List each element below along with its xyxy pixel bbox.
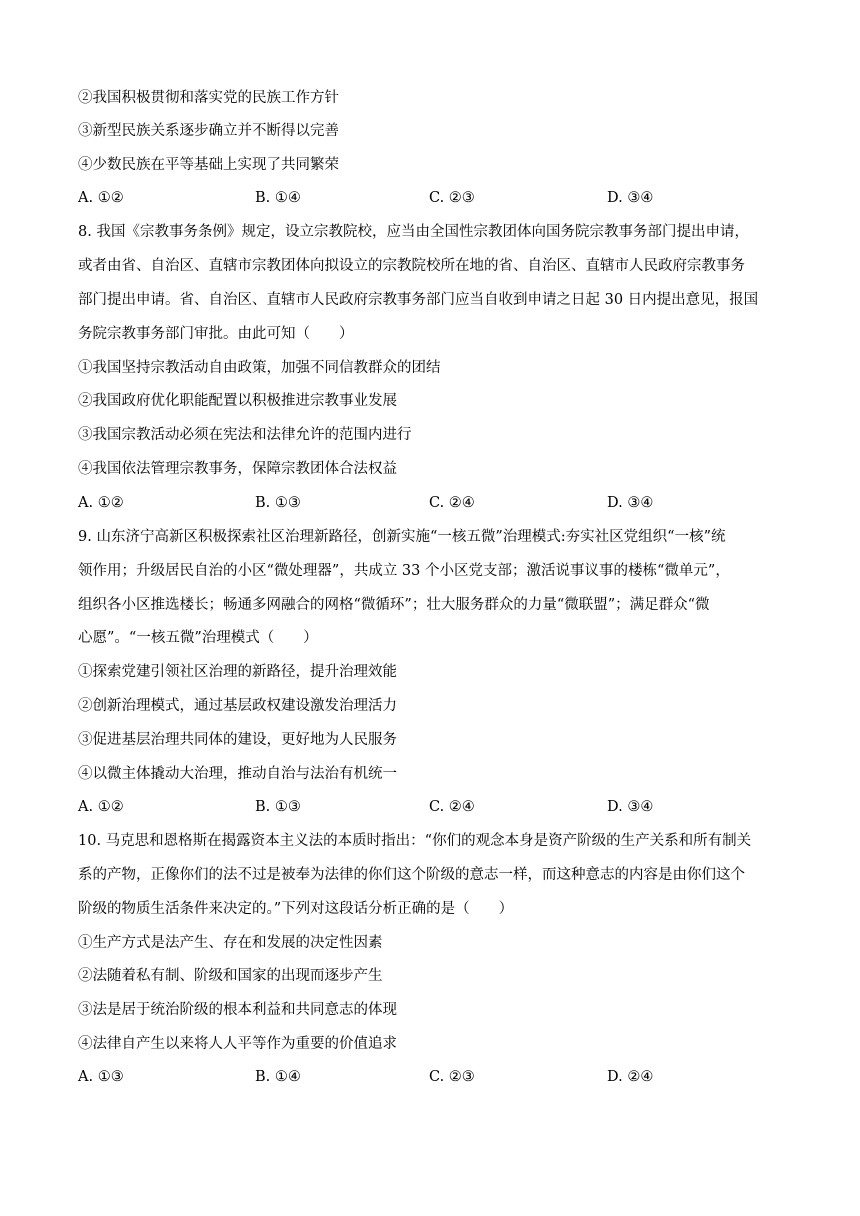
q10-option-b[interactable]: B. ①④ [255,1069,301,1085]
q8-option-c[interactable]: C. ②④ [429,495,475,511]
q9-option-d[interactable]: D. ③④ [607,799,654,815]
q9-item-4: ④以微主体撬动大治理，推动自治与法治有机统一 [78,766,397,782]
q9-option-b[interactable]: B. ①③ [255,799,301,815]
q8-stem-line-2: 或者由省、自治区、直辖市宗教团体向拟设立的宗教院校所在地的省、自治区、直辖市人民政府宗教事务 [78,258,745,274]
q7-option-c[interactable]: C. ②③ [429,190,475,206]
q7-item-4: ④少数民族在平等基础上实现了共同繁荣 [78,157,339,173]
q10-option-a[interactable]: A. ①③ [78,1069,124,1085]
q8-stem-line-1: 8. 我国《宗教事务条例》规定，设立宗教院校，应当由全国性宗教团体向国务院宗教事务部门提出申请， [78,224,749,240]
q9-stem-line-4: 心愿”。“一核五微”治理模式（ ） [78,630,318,646]
q10-options [78,1067,798,1087]
q10-stem-line-3: 阶级的物质生活条件来决定的。”下列对这段话分析正确的是（ ） [78,901,514,917]
q8-stem-line-4: 务院宗教事务部门审批。由此可知（ ） [78,326,354,342]
q8-item-4: ④我国依法管理宗教事务，保障宗教团体合法权益 [78,461,397,477]
q10-item-3: ③法是居于统治阶级的根本利益和共同意志的体现 [78,1002,397,1018]
q9-stem-line-2: 领作用；升级居民自治的小区“微处理器”，共成立 33 个小区党支部；激活说事议事的楼栋“微单元”， [78,563,730,579]
q8-option-b[interactable]: B. ①③ [255,495,301,511]
q9-option-c[interactable]: C. ②④ [429,799,475,815]
q7-options [78,188,798,208]
q9-item-2: ②创新治理模式，通过基层政权建设激发治理活力 [78,698,397,714]
q7-item-3: ③新型民族关系逐步确立并不断得以完善 [78,123,339,139]
q10-stem-line-1: 10. 马克思和恩格斯在揭露资本主义法的本质时指出：“你们的观念本身是资产阶级的生产关系和所有制关 [78,833,752,849]
q8-item-1: ①我国坚持宗教活动自由政策，加强不同信教群众的团结 [78,360,441,376]
q10-item-1: ①生产方式是法产生、存在和发展的决定性因素 [78,935,383,951]
q9-item-3: ③促进基层治理共同体的建设，更好地为人民服务 [78,732,397,748]
q9-option-a[interactable]: A. ①② [78,799,124,815]
q7-item-2: ②我国积极贯彻和落实党的民族工作方针 [78,90,339,106]
q7-option-b[interactable]: B. ①④ [255,190,301,206]
q8-item-3: ③我国宗教活动必须在宪法和法律允许的范围内进行 [78,427,412,443]
q10-item-2: ②法随着私有制、阶级和国家的出现而逐步产生 [78,968,383,984]
q10-item-4: ④法律自产生以来将人人平等作为重要的价值追求 [78,1036,397,1052]
q9-options [78,797,798,817]
q9-stem-line-1: 9. 山东济宁高新区积极探索社区治理新路径，创新实施“一核五微”治理模式:夯实社区党组织“一核”统 [78,529,726,545]
q9-item-1: ①探索党建引领社区治理的新路径，提升治理效能 [78,664,397,680]
q7-option-d[interactable]: D. ③④ [607,190,654,206]
q8-option-a[interactable]: A. ①② [78,495,124,511]
q8-options [78,493,798,513]
q10-stem-line-2: 系的产物，正像你们的法不过是被奉为法律的你们这个阶级的意志一样，而这种意志的内容是由你们这个 [78,867,745,883]
q7-option-a[interactable]: A. ①② [78,190,124,206]
q10-option-c[interactable]: C. ②③ [429,1069,475,1085]
q9-stem-line-3: 组织各小区推选楼长；畅通多网融合的网格“微循环”；壮大服务群众的力量“微联盟”；满足群众“微 [78,597,710,613]
q8-item-2: ②我国政府优化职能配置以积极推进宗教事业发展 [78,393,397,409]
q8-option-d[interactable]: D. ③④ [607,495,654,511]
q8-stem-line-3: 部门提出申请。省、自治区、直辖市人民政府宗教事务部门应当自收到申请之日起 30 日内提出意见，报国 [78,292,759,308]
q10-option-d[interactable]: D. ②④ [607,1069,654,1085]
